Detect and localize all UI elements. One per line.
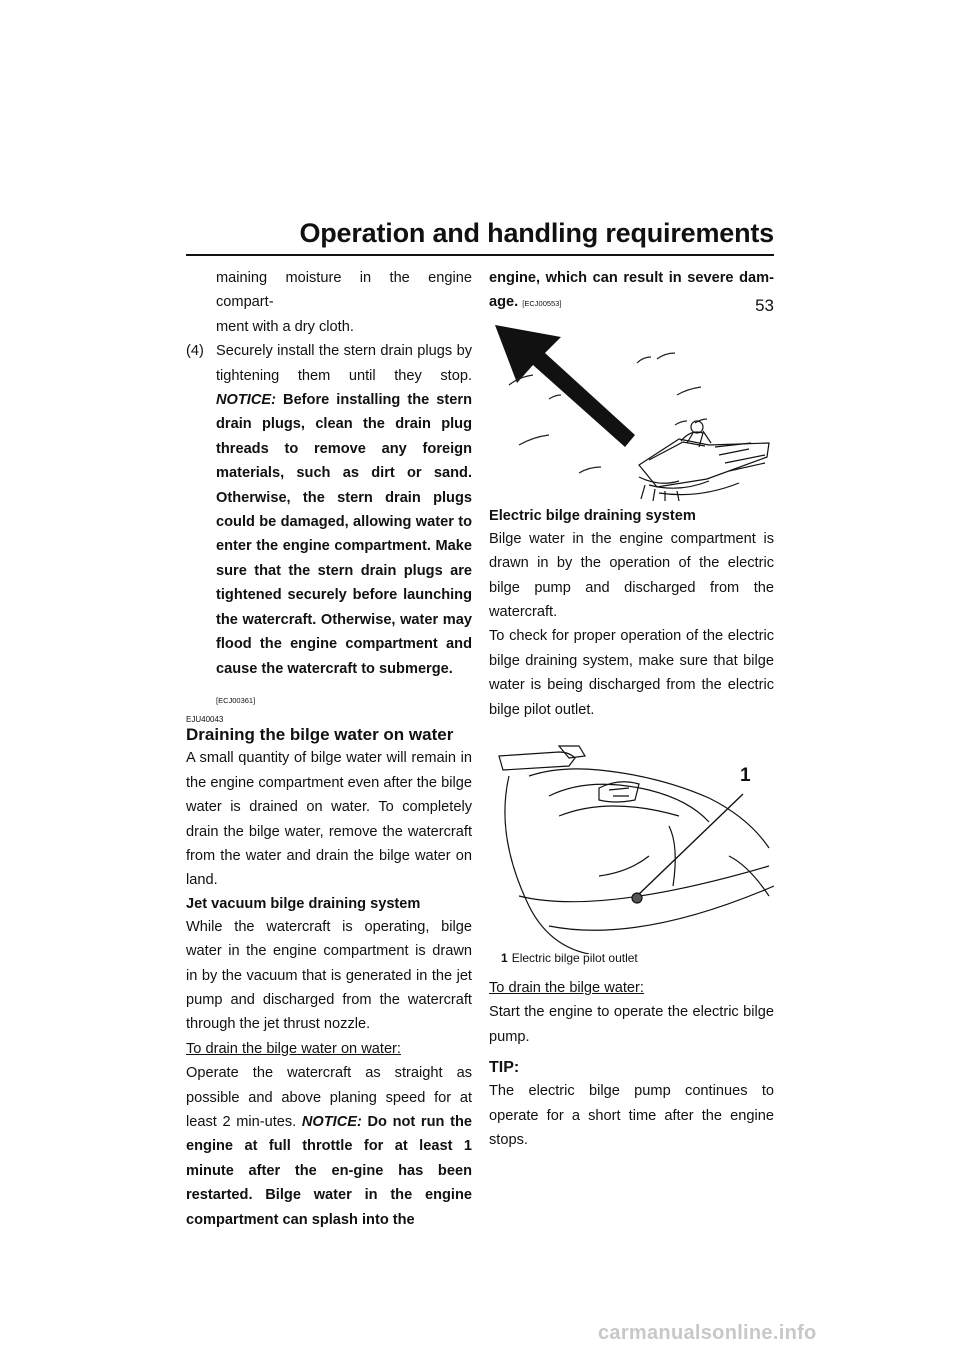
- figure-callout-number: 1: [740, 765, 751, 787]
- section-title: Draining the bilge water on water: [186, 725, 454, 745]
- step-4-text: Securely install the stern drain plugs by tightening them until they stop.: [216, 343, 472, 384]
- tip-title: TIP:: [489, 1059, 520, 1077]
- drain-text: Start the engine to operate the electric bilge pump.: [489, 1004, 774, 1045]
- caption-text: Electric bilge pilot outlet: [511, 951, 638, 966]
- bilge-outlet-illustration: [489, 736, 774, 954]
- step-4: [186, 339, 472, 681]
- left-column: [186, 266, 472, 1232]
- electric-bilge-text-1: Bilge water in the engine compartment is drawn in by the operation of the electric bilge pump and discharged from the watercraft.: [489, 530, 774, 621]
- intro-paragraph: A small quantity of bilge water will remain in the engine compartment even after the bilge water is drained on water. To completely drain the bilge water, remove the watercraft from the water and drain the bilge water on land.: [186, 750, 472, 889]
- tip-text: The electric bilge pump continues to operate for a short time after the engine stops.: [489, 1083, 774, 1149]
- right-column: [489, 266, 774, 1153]
- bilge-outlet-svg: [489, 736, 774, 954]
- notice-code-text: [ECJ00361]: [216, 695, 256, 705]
- watercraft-direction-illustration: [489, 315, 774, 505]
- jet-vacuum-text: While the watercraft is operating, bilge water in the engine compartment is drawn in by the vacuum that is generated in the jet pump and discharged from the watercraft through the jet thrust nozzle.: [186, 918, 472, 1033]
- electric-bilge-title: Electric bilge draining system: [489, 507, 696, 524]
- jet-vacuum-title: Jet vacuum bilge draining system: [186, 895, 421, 912]
- page-header-title: Operation and handling requirements: [299, 218, 774, 248]
- header-divider: [186, 254, 774, 256]
- section-ref-id: EJU40043: [186, 715, 224, 725]
- bilge-pilot-outlet-icon: [632, 893, 642, 903]
- notice-label: NOTICE:: [216, 392, 276, 409]
- page-number: 53: [755, 296, 774, 315]
- notice-code: [186, 687, 472, 711]
- caption-number: 1: [501, 951, 508, 966]
- direction-arrow-icon: [495, 325, 635, 447]
- step-4-number: (4): [186, 343, 204, 360]
- drain-on-water-paragraph: [186, 1061, 472, 1232]
- electric-bilge-text-2: To check for proper operation of the electric bilge draining system, make sure that bilge water is being discharged from the electric bilge pilot outlet.: [489, 628, 774, 718]
- drain-on-water-title: To drain the bilge water on water:: [186, 1040, 401, 1057]
- continued-line-1: maining moisture in the engine compart-: [216, 270, 472, 311]
- drain-notice-text: Do not run the engine at full throttle for at least 1 minute after the en-gine has been restarted. Bilge water in the engine compartment can splash into the: [186, 1114, 472, 1228]
- drain-notice-label: NOTICE:: [301, 1114, 362, 1130]
- watercraft-illustration-svg: [489, 315, 774, 505]
- notice-continuation-text: engine, which can result in severe dam-age.: [489, 270, 774, 311]
- continued-paragraph: [186, 266, 472, 339]
- notice-continuation: [489, 266, 774, 315]
- notice-text: Before installing the stern drain plugs, clean the drain plug threads to remove any foreign materials, such as dirt or sand. Otherwise, the stern drain plugs could be damaged, allowing water to enter the engine compartment. Make sure that the stern drain plugs are tightened securely before launching the watercraft. Otherwise, water may flood the engine compartment and cause the watercraft to submerge.: [216, 392, 472, 677]
- continued-line-2: ment with a dry cloth.: [216, 318, 354, 335]
- notice-continuation-code: [ECJ00553]: [522, 299, 562, 309]
- drain-on-water-text: Operate the watercraft as straight as possible and above planing speed for at least 2 min-utes.: [186, 1065, 472, 1130]
- watermark: carmanualsonline.info: [598, 1322, 817, 1344]
- drain-title: To drain the bilge water:: [489, 980, 644, 997]
